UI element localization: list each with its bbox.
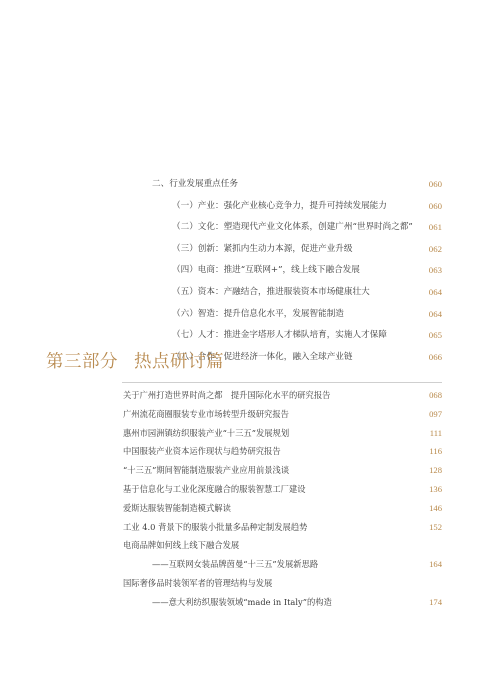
part-heading xyxy=(46,348,224,373)
toc-entry-title: 电商品牌如何线上线下融合发展 xyxy=(123,540,240,551)
toc-entry-title: （七）人才：推进金字塔形人才梯队培育，实施人才保障 xyxy=(172,330,387,341)
toc-entry[interactable] xyxy=(122,405,442,424)
toc-entry-page: 174 xyxy=(429,596,442,607)
toc-entry[interactable] xyxy=(122,386,442,405)
toc-entry-title: 工业 4.0 背景下的服装小批量多品种定制发展趋势 xyxy=(123,521,308,532)
part-title: 热点研讨篇 xyxy=(134,352,224,372)
toc-entry-page: 060 xyxy=(428,200,442,211)
toc-entry[interactable] xyxy=(122,574,442,593)
toc-entry[interactable] xyxy=(122,461,442,480)
toc-entry[interactable] xyxy=(122,499,442,518)
toc-entry-page: 097 xyxy=(429,408,442,419)
toc-entry-page: 111 xyxy=(429,427,442,438)
toc-entry-title: （六）智造：提升信息化水平，发展智能制造 xyxy=(172,308,344,319)
toc-entry-page: 152 xyxy=(429,521,442,532)
toc-entry[interactable] xyxy=(122,424,442,443)
toc-entry[interactable] xyxy=(152,174,442,196)
toc-entry-title: （三）创新：紧抓内生动力本源，促进产业升级 xyxy=(172,243,353,254)
toc-entry-title: （四）电商：推进“互联网+”，线上线下融合发展 xyxy=(172,265,360,276)
toc-entry-page: 128 xyxy=(429,465,442,476)
toc-entry[interactable] xyxy=(152,325,442,347)
toc-entry-page: 064 xyxy=(428,308,442,319)
toc-entry-page: 063 xyxy=(428,265,442,276)
toc-entry-title: 关于广州打造世界时尚之都 提升国际化水平的研究报告 xyxy=(123,390,331,400)
toc-entry[interactable] xyxy=(152,304,442,326)
toc-entry-page: 146 xyxy=(429,502,442,513)
toc-entry[interactable] xyxy=(122,518,442,537)
toc-entry[interactable] xyxy=(122,442,442,461)
toc-entry-title: （二）文化：塑造现代产业文化体系，创建广州“世界时尚之都” xyxy=(172,222,413,233)
toc-entry-title: 中国服装产业资本运作现状与趋势研究报告 xyxy=(123,446,281,457)
toc-entry-page: 061 xyxy=(428,222,442,233)
toc-entry-title: 国际奢侈品时装领军者的管理结构与发展 xyxy=(123,577,273,588)
toc-entry-page: 062 xyxy=(428,243,442,254)
toc-entry-page: 065 xyxy=(428,330,442,341)
toc-entry-title: （一）产业：强化产业核心竞争力，提升可持续发展能力 xyxy=(172,200,387,211)
toc-entry[interactable] xyxy=(152,282,442,304)
toc-entry-page: 064 xyxy=(428,286,442,297)
toc-entry[interactable] xyxy=(152,239,442,261)
toc-entry-subtitle[interactable] xyxy=(122,593,442,612)
toc-entry-subtitle[interactable] xyxy=(122,555,442,574)
toc-entry-page: 116 xyxy=(429,446,442,457)
toc-entry-title: ——意大利纺织服装领域“made in Italy”的构造 xyxy=(152,596,332,607)
toc-entry-title: 惠州市园洲镇纺织服装产业“十三五”发展规划 xyxy=(123,427,290,438)
toc-entry-title: 广州流花商圈服装专业市场转型升级研究报告 xyxy=(123,408,289,419)
toc-entry-page: 066 xyxy=(428,351,442,362)
part-label: 第三部分 xyxy=(46,352,118,372)
toc-entry[interactable] xyxy=(152,260,442,282)
toc-entry-title: （五）资本：产融结合，推进服装资本市场健康壮大 xyxy=(172,286,370,297)
toc-entry-title: 二、行业发展重点任务 xyxy=(152,179,238,189)
toc-section-2 xyxy=(152,174,442,368)
toc-entry-title: ——互联网女装品牌茵曼“十三五”发展新思路 xyxy=(152,559,319,570)
toc-entry-title: “十三五”期间智能制造服装产业应用前景浅谈 xyxy=(123,465,290,476)
toc-section-3 xyxy=(122,382,442,612)
toc-entry-title: （八）合作：促进经济一体化，融入全球产业链 xyxy=(172,351,353,362)
toc-entry[interactable] xyxy=(152,196,442,218)
toc-entry[interactable] xyxy=(122,536,442,555)
toc-entry[interactable] xyxy=(152,217,442,239)
toc-entry-page: 136 xyxy=(429,483,442,494)
toc-entry-title: 基于信息化与工业化深度融合的服装智慧工厂建设 xyxy=(123,483,306,494)
toc-entry-page: 164 xyxy=(429,559,442,570)
toc-entry-page: 068 xyxy=(429,390,442,400)
toc-entry-page: 060 xyxy=(428,179,442,189)
toc-entry[interactable] xyxy=(122,480,442,499)
toc-entry-title: 爱斯达服装智能制造模式解读 xyxy=(123,502,231,513)
